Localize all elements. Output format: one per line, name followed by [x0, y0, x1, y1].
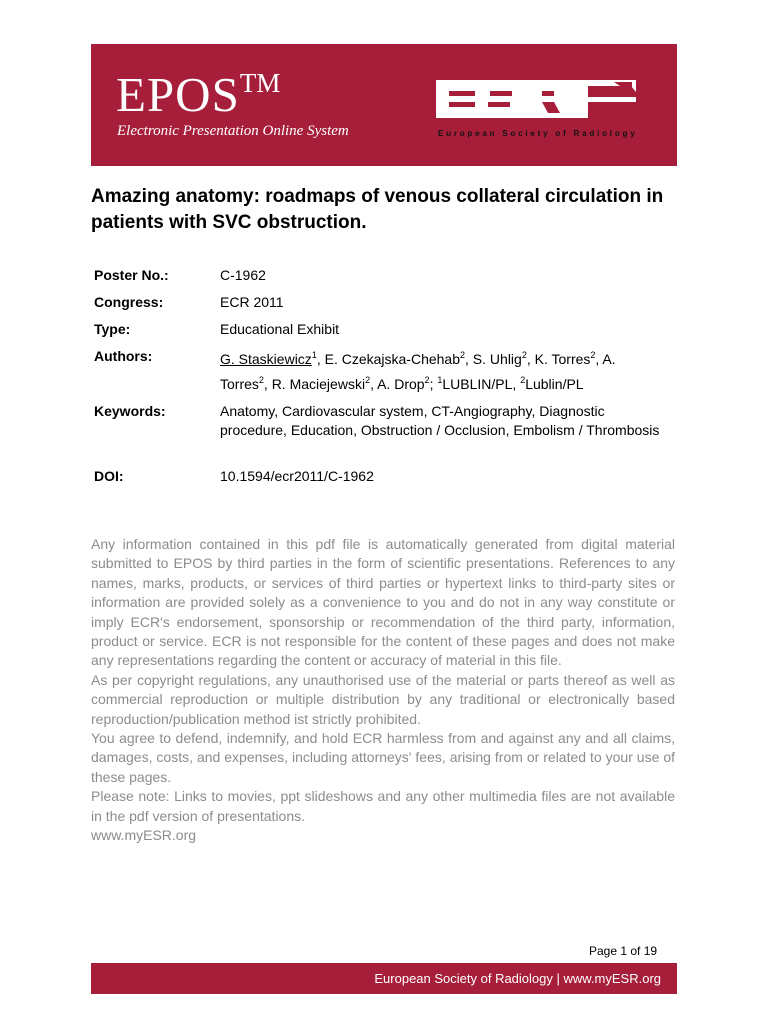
- congress-value: ECR 2011: [220, 294, 284, 310]
- esr-logo: [436, 80, 636, 118]
- poster-no-label: Poster No.:: [94, 267, 169, 283]
- footer-text: European Society of Radiology | www.myESR.org: [374, 971, 661, 986]
- affiliation-sup: 2: [258, 375, 264, 385]
- affiliation-sup: 1: [311, 350, 317, 360]
- separator: ;: [429, 376, 438, 392]
- epos-logo: [116, 67, 281, 122]
- affiliation-sup: 2: [521, 350, 527, 360]
- type-label: Type:: [94, 321, 131, 337]
- footer-banner: [91, 963, 677, 994]
- author-name: , A. Drop: [370, 376, 425, 392]
- trademark-mark: TM: [239, 68, 281, 98]
- affiliation-sup: 2: [460, 350, 466, 360]
- epos-subtitle: Electronic Presentation Online System: [117, 123, 349, 139]
- affiliation-name: LUBLIN/PL,: [442, 376, 521, 392]
- doi-label: DOI:: [94, 468, 124, 484]
- author-name: , S. Uhlig: [465, 351, 522, 367]
- poster-no-value: C-1962: [220, 267, 266, 283]
- type-value: Educational Exhibit: [220, 321, 340, 337]
- epos-brand: EPOS: [116, 67, 240, 122]
- keywords-label: Keywords:: [94, 403, 166, 419]
- author-name: , K. Torres: [526, 351, 591, 367]
- author-link[interactable]: G. Staskiewicz: [220, 351, 312, 367]
- website-link[interactable]: www.myESR.org: [91, 827, 197, 844]
- affiliation-sup: 1: [437, 375, 443, 385]
- keywords-value: Anatomy, Cardiovascular system, CT-Angiography, Diagnostic procedure, Education, Obstruction / Occlusion, Embolism / Thrombosis: [220, 403, 660, 438]
- header-banner: [91, 44, 677, 166]
- affiliation-sup: 2: [520, 375, 526, 385]
- affiliation-sup: 2: [424, 375, 430, 385]
- page-number: Page 1 of 19: [589, 944, 658, 958]
- copyright-paragraph: As per copyright regulations, any unauthorised use of the material or parts thereof as well as commercial reproduction or multiple distribution by any traditional or electronically based reproduction/publication method ist strictly prohibited.: [91, 671, 675, 727]
- disclaimer-text: [91, 535, 675, 846]
- document-title: Amazing anatomy: roadmaps of venous collateral circulation in patients with SVC obstruction.: [91, 186, 664, 233]
- esr-logo-text: [91, 44, 92, 45]
- author-name: , E. Czekajska-Chehab: [316, 351, 461, 367]
- author-name: , R. Maciejewski: [263, 376, 366, 392]
- affiliation-name: Lublin/PL: [525, 376, 584, 392]
- affiliation-sup: 2: [590, 350, 596, 360]
- indemnity-paragraph: You agree to defend, indemnify, and hold ECR harmless from and against any and all claims, damages, costs, and expenses, including attorneys' fees, arising from or related to your use of these pages.: [91, 730, 675, 785]
- congress-label: Congress:: [94, 294, 164, 310]
- authors-label: Authors:: [94, 348, 153, 364]
- author-name: , A. Torres: [220, 351, 616, 392]
- esr-tagline: European Society of Radiology: [438, 129, 638, 138]
- multimedia-note: Please note: Links to movies, ppt slideshows and any other multimedia files are not available in the pdf version of presentations.: [91, 788, 675, 824]
- disclaimer-paragraph: Any information contained in this pdf file is automatically generated from digital material submitted to EPOS by third parties in the form of scientific presentations. References to any names, marks, products, or services of third parties or hypertext links to third-party sites or information are provided solely as a convenience to you and do not in any way constitute or imply ECR's endorsement, sponsorship or recommendation of the third party, information, product or service. ECR is not responsible for the content of these pages and does not make any representations regarding the content or accuracy of material in this file.: [91, 536, 675, 669]
- doi-value: 10.1594/ecr2011/C-1962: [220, 468, 374, 484]
- affiliation-sup: 2: [365, 375, 371, 385]
- authors-value: [220, 347, 660, 397]
